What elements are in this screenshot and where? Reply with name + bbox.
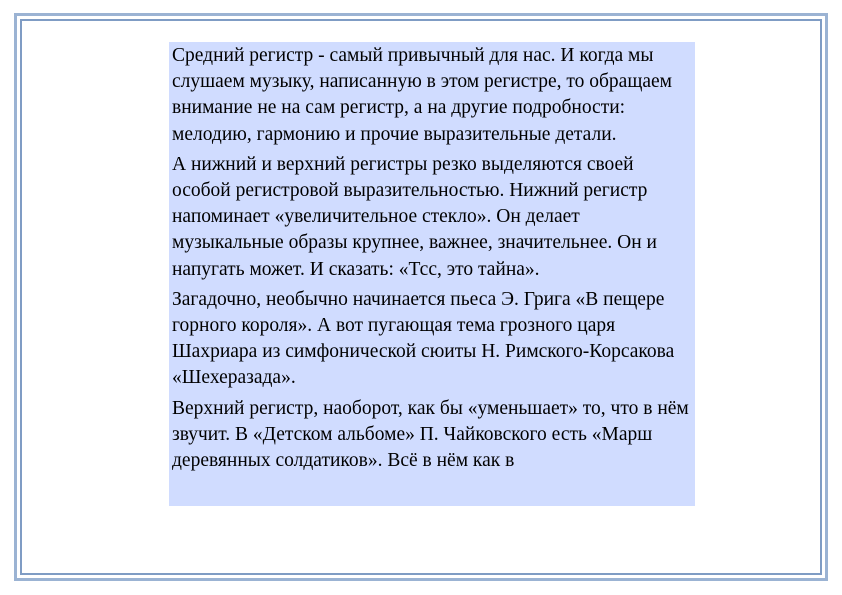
text-block	[169, 42, 695, 506]
paragraph-middle-register: Средний регистр - самый привычный для нас. И когда мы слушаем музыку, написанную в этом регистре, то обращаем внимание не на сам регистр, а на другие подробности: мелодию, гармонию и прочие выразительные детали.	[172, 45, 672, 145]
paragraph-upper-register: Верхний регистр, наоборот, как бы «уменьшает» то, что в нём звучит. В «Детском альбоме» П. Чайковского есть «Марш деревянных солдатиков». Всё в нём как в	[172, 397, 689, 472]
paragraph-low-high-registers: А нижний и верхний регистры резко выделяются своей особой регистровой выразительностью. Нижний регистр напоминает «увеличительное стекло». Он делает музыкальные образы крупнее, важнее, значительнее. Он и напугать может. И сказать: «Тсс, это тайна».	[172, 153, 657, 280]
paragraph-grieg-example: Загадочно, необычно начинается пьеса Э. Грига «В пещере горного короля». А вот пугающая тема грозного царя Шахриара из симфонической сюиты Н. Римского-Корсакова «Шехеразада».	[172, 288, 675, 389]
